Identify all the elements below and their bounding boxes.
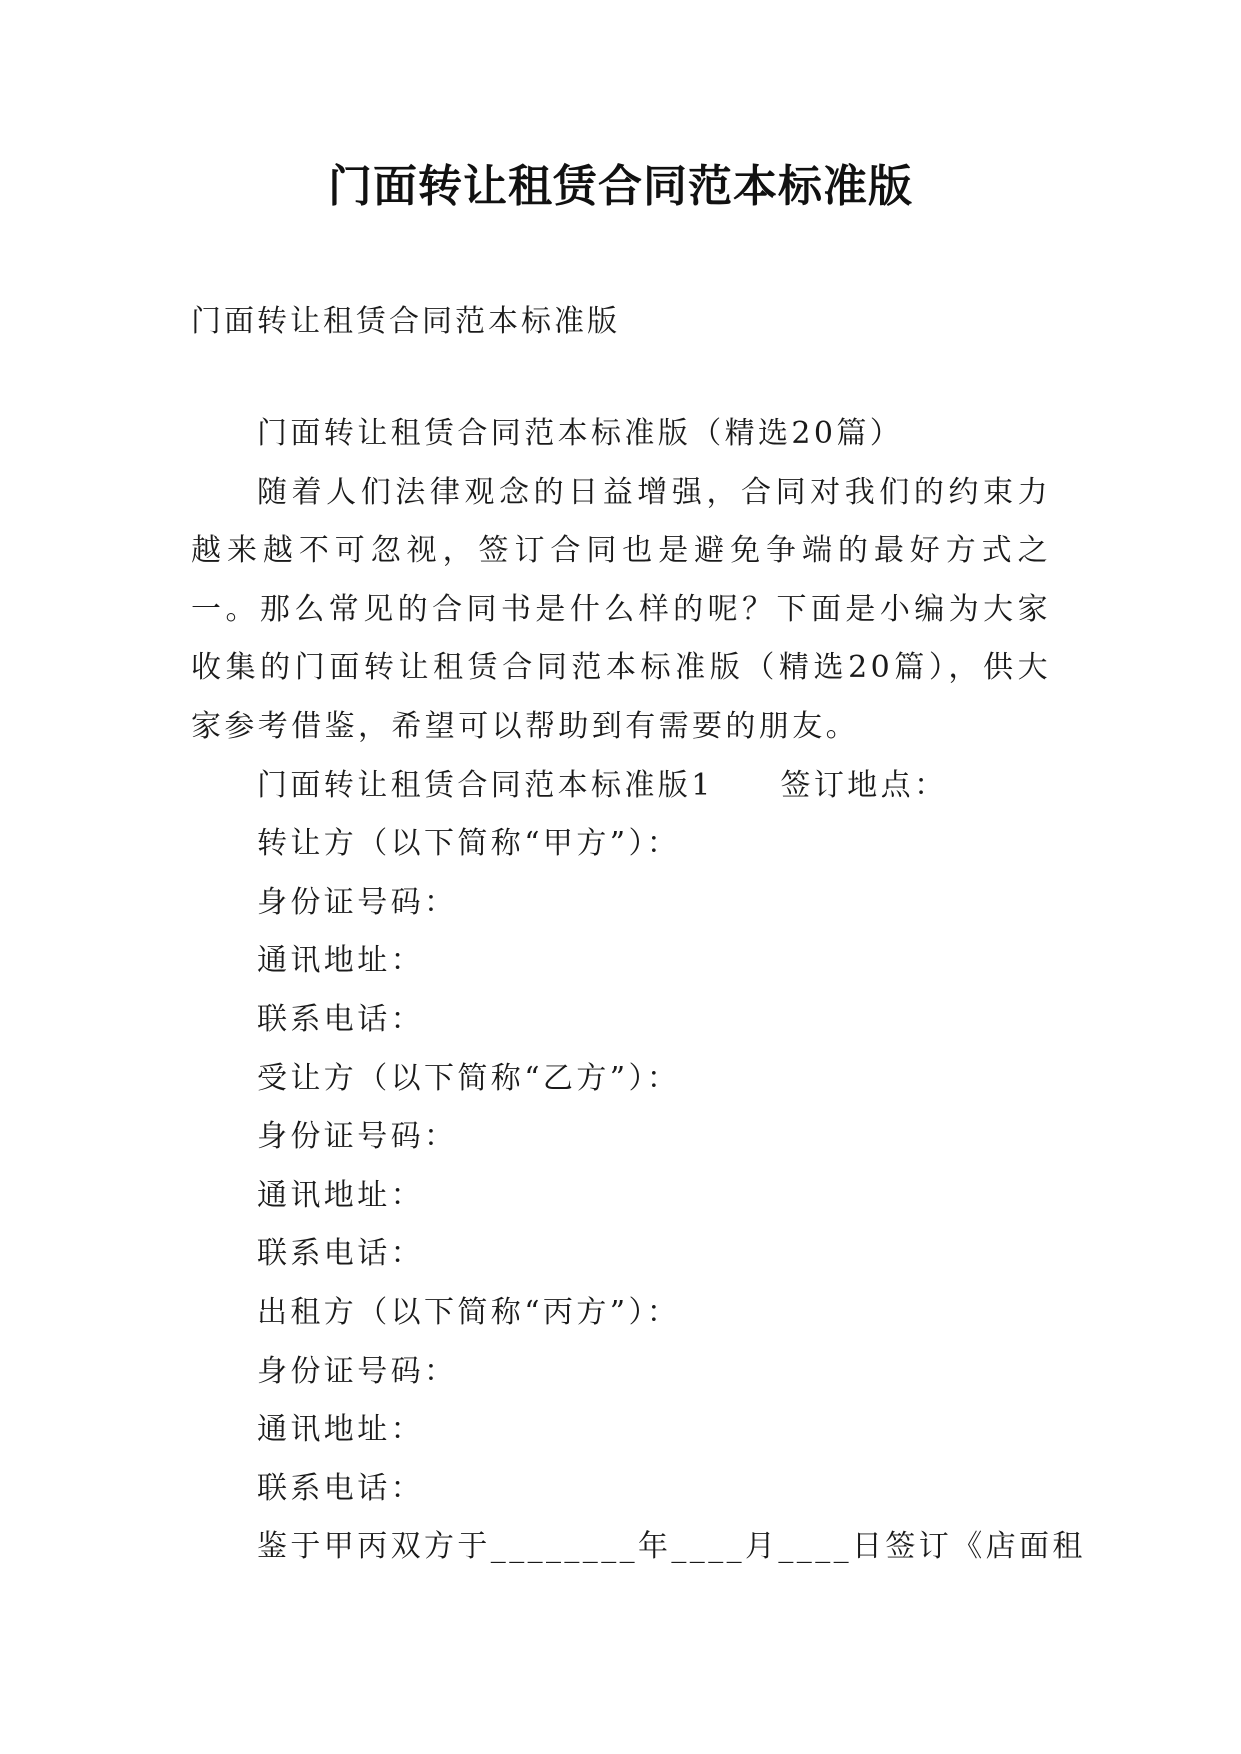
paragraph-whereas: 鉴于甲丙双方于________年____月____日签订《店面租 bbox=[257, 1529, 1086, 1565]
document-title: 门面转让租赁合同范本标准版 bbox=[328, 161, 913, 212]
field-party-c: 出租方（以下简称“丙方”）： bbox=[257, 1294, 681, 1330]
field-phone: 联系电话： bbox=[257, 1470, 424, 1506]
field-address: 通讯地址： bbox=[257, 1177, 424, 1213]
field-phone: 联系电话： bbox=[257, 1001, 424, 1037]
field-phone: 联系电话： bbox=[257, 1236, 424, 1272]
paragraph-intro: 随着人们法律观念的日益增强，合同对我们的约束力越来越不可忽视，签订合同也是避免争端的最好方式之一。那么常见的合同书是什么样的呢？下面是小编为大家收集的门面转让租赁合同范本标准版（精选20篇），供大家参考借鉴，希望可以帮助到有需要的朋友。 bbox=[191, 474, 1051, 744]
field-id-number: 身份证号码： bbox=[257, 1353, 458, 1389]
paragraph-heading: 门面转让租赁合同范本标准版（精选20篇） bbox=[257, 416, 904, 451]
document-subtitle: 门面转让租赁合同范本标准版 bbox=[191, 304, 620, 339]
field-address: 通讯地址： bbox=[257, 1412, 424, 1448]
field-id-number: 身份证号码： bbox=[257, 1119, 458, 1155]
paragraph-contract-title: 门面转让租赁合同范本标准版1 签订地点： bbox=[257, 767, 948, 803]
field-id-number: 身份证号码： bbox=[257, 884, 458, 920]
field-address: 通讯地址： bbox=[257, 943, 424, 979]
field-party-b: 受让方（以下简称“乙方”）： bbox=[257, 1060, 681, 1096]
field-party-a: 转让方（以下简称“甲方”）： bbox=[257, 826, 681, 862]
document-body bbox=[191, 405, 1086, 1577]
